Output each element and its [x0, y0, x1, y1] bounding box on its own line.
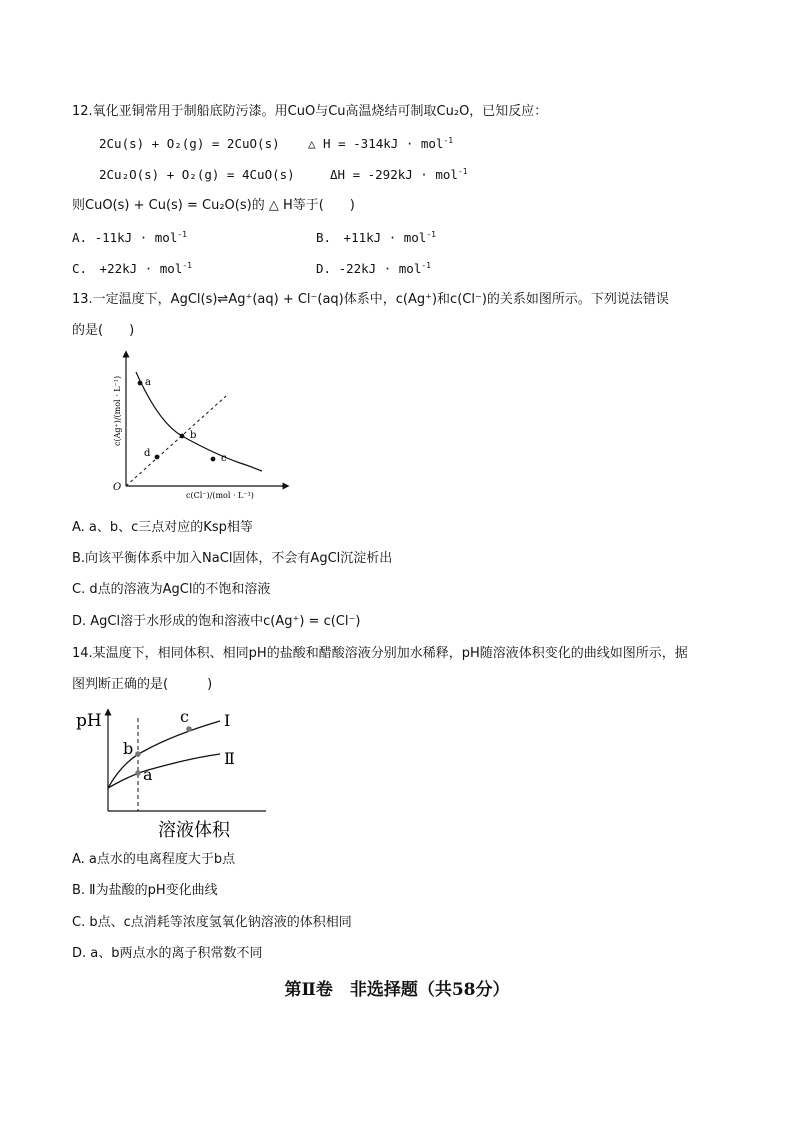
- q13-point-a: [138, 381, 143, 386]
- q13-ksp-graph: [100, 350, 290, 502]
- q14-label-a: a: [143, 765, 153, 784]
- q13-point-b: [180, 434, 185, 439]
- q14-y-label: pH: [76, 711, 102, 731]
- q13-label-b: b: [190, 430, 197, 441]
- q13-option-b: B.向该平衡体系中加入NaCl固体，不会有AgCl沉淀析出: [72, 551, 393, 566]
- q13-point-c: [211, 457, 216, 462]
- q14-curve-2: [108, 754, 220, 788]
- q14-label-curve-2: Ⅱ: [224, 749, 235, 768]
- q14-point-a: [135, 770, 141, 776]
- q14-label-curve-1: Ⅰ: [224, 711, 231, 730]
- q14-label-c: c: [180, 707, 189, 726]
- q12-eq2-dh: ΔH = -292kJ · mol$^{-1}$: [330, 166, 468, 182]
- q14-option-a: A. a点水的电离程度大于b点: [72, 852, 236, 867]
- q13-origin: O: [113, 482, 122, 493]
- q14-stem-line1: 14.某温度下，相同体积、相同pH的盐酸和醋酸溶液分别加水稀释，pH随溶液体积变化的曲线如图所示，据: [72, 646, 688, 661]
- q14-stem-line2: 图判断正确的是( ): [72, 677, 213, 692]
- q13-label-c: c: [221, 453, 227, 464]
- q12-option-c: C. +22kJ · mol$^{-1}$: [72, 260, 192, 276]
- q12-eq2: 2Cu₂O(s) + O₂(g) = 4CuO(s): [99, 167, 295, 182]
- q14-option-b: B. Ⅱ为盐酸的pH变化曲线: [72, 883, 218, 898]
- q13-stem-line1: 13.一定温度下，AgCl(s)⇌Ag⁺(aq) + Cl⁻(aq)体系中，c(Ag⁺)和c(Cl⁻)的关系如图所示。下列说法错误: [72, 292, 669, 307]
- q13-option-d: D. AgCl溶于水形成的饱和溶液中c(Ag⁺) = c(Cl⁻): [72, 614, 361, 629]
- q14-point-c: [186, 726, 192, 732]
- q13-x-label: c(Cl⁻)/(mol · L⁻¹): [186, 491, 254, 500]
- q14-label-b: b: [123, 739, 134, 758]
- q13-y-label: c(Ag⁺)/(mol · L⁻¹): [113, 375, 122, 446]
- q12-eq1: 2Cu(s) + O₂(g) = 2CuO(s): [99, 136, 280, 151]
- q13-dashed-line: [126, 396, 226, 486]
- q12-stem: 12.氧化亚铜常用于制船底防污漆。用CuO与Cu高温烧结可制取Cu₂O，已知反应：: [72, 104, 548, 119]
- q14-option-c: C. b点、c点消耗等浓度氢氧化钠溶液的体积相同: [72, 915, 352, 930]
- q14-ph-graph: [74, 704, 284, 842]
- q12-ask: 则CuO(s) + Cu(s) = Cu₂O(s)的 △ H等于( ): [72, 198, 355, 213]
- q12-eq1-dh: △ H = -314kJ · mol$^{-1}$: [308, 135, 454, 151]
- q13-point-d: [155, 455, 160, 460]
- section-title: 第Ⅱ卷 非选择题（共58分）: [284, 980, 510, 1000]
- q12-option-a: A. -11kJ · mol$^{-1}$: [72, 229, 187, 245]
- q14-option-d: D. a、b两点水的离子积常数不同: [72, 946, 263, 961]
- q13-option-a: A. a、b、c三点对应的Ksp相等: [72, 520, 253, 535]
- q14-x-label: 溶液体积: [158, 820, 230, 841]
- q12-option-d: D. -22kJ · mol$^{-1}$: [316, 260, 431, 276]
- q12-option-b: B. +11kJ · mol$^{-1}$: [316, 229, 436, 245]
- q13-option-c: C. d点的溶液为AgCl的不饱和溶液: [72, 582, 271, 597]
- q13-label-d: d: [144, 448, 151, 459]
- q14-point-b: [135, 751, 141, 757]
- q13-label-a: a: [145, 377, 151, 388]
- q13-stem-line2: 的是( ): [72, 323, 135, 338]
